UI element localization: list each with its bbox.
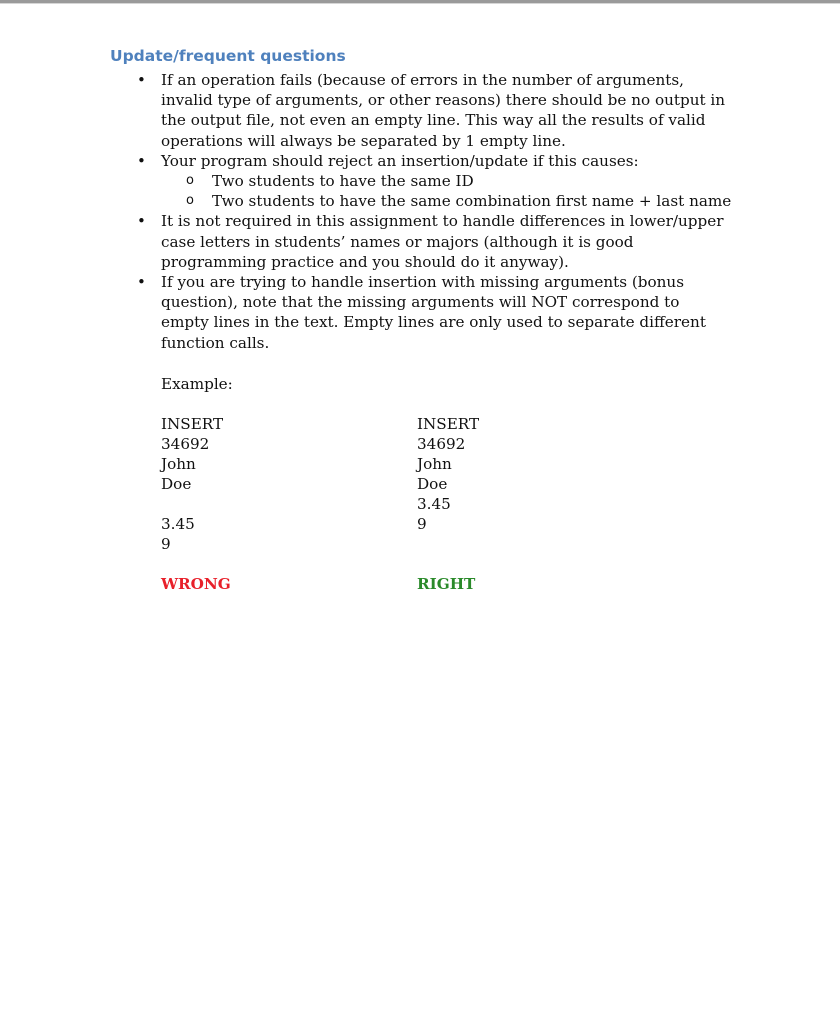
bullet-dot-icon: •: [137, 212, 146, 231]
right-example-line: John: [417, 455, 452, 473]
wrong-example-line: 34692: [161, 435, 210, 453]
bullet-text: It is not required in this assignment to handle differences in lower/upper case letters in students’ names or majors (although it is good programming practice and you should do it anyway).: [161, 212, 724, 271]
sub-bullet-item-1: [186, 171, 732, 191]
bullet-text: If you are trying to handle insertion with missing arguments (bonus question), note that the missing arguments will NOT correspond to empty lines in the text. Empty lines are only used to separate different function calls.: [161, 273, 706, 352]
bullet-dot-icon: •: [137, 71, 146, 89]
bullet-list: [0, 70, 840, 353]
wrong-example-line: 9: [161, 535, 171, 553]
right-example-line: Doe: [417, 475, 448, 493]
example-label: Example:: [161, 375, 233, 393]
bullet-item-3: [137, 211, 731, 272]
bullet-item-2: [137, 151, 731, 171]
bullet-dot-icon: •: [137, 151, 146, 170]
empty-line-gap: [161, 494, 223, 514]
right-example-line: 9: [417, 515, 427, 533]
sub-bullet-text: Two students to have the same ID: [212, 172, 474, 191]
wrong-example-line: John: [161, 455, 196, 473]
bullet-item-1: [137, 70, 731, 151]
bullet-item-4: [137, 272, 731, 353]
wrong-label: WRONG: [161, 575, 231, 593]
bullet-dot-icon: •: [137, 273, 146, 292]
right-example-line: 34692: [417, 435, 466, 453]
wrong-example-line: INSERT: [161, 415, 224, 433]
right-label: RIGHT: [417, 575, 476, 593]
sub-bullet-item-2: [186, 191, 732, 211]
sub-bullet-text: Two students to have the same combination first name + last name: [212, 192, 732, 211]
section-heading: Update/frequent questions: [110, 47, 346, 65]
bullet-text: If an operation fails (because of errors in the number of arguments, invalid type of arguments, or other reasons) there should be no output in the output file, not even an empty line. This way all the results of valid operations will always be separated by 1 empty line.: [161, 71, 726, 150]
right-example-block: [417, 414, 479, 534]
bullet-text: Your program should reject an insertion/update if this causes:: [161, 151, 639, 170]
hollow-circle-bullet-icon: o: [186, 193, 194, 209]
sub-bullet-list: [0, 171, 840, 211]
hollow-circle-bullet-icon: o: [186, 173, 194, 189]
right-example-line: 3.45: [417, 495, 451, 513]
wrong-example-block: [161, 414, 223, 554]
wrong-example-line: 3.45: [161, 515, 195, 533]
right-example-line: INSERT: [417, 415, 480, 433]
wrong-example-line: Doe: [161, 475, 192, 493]
